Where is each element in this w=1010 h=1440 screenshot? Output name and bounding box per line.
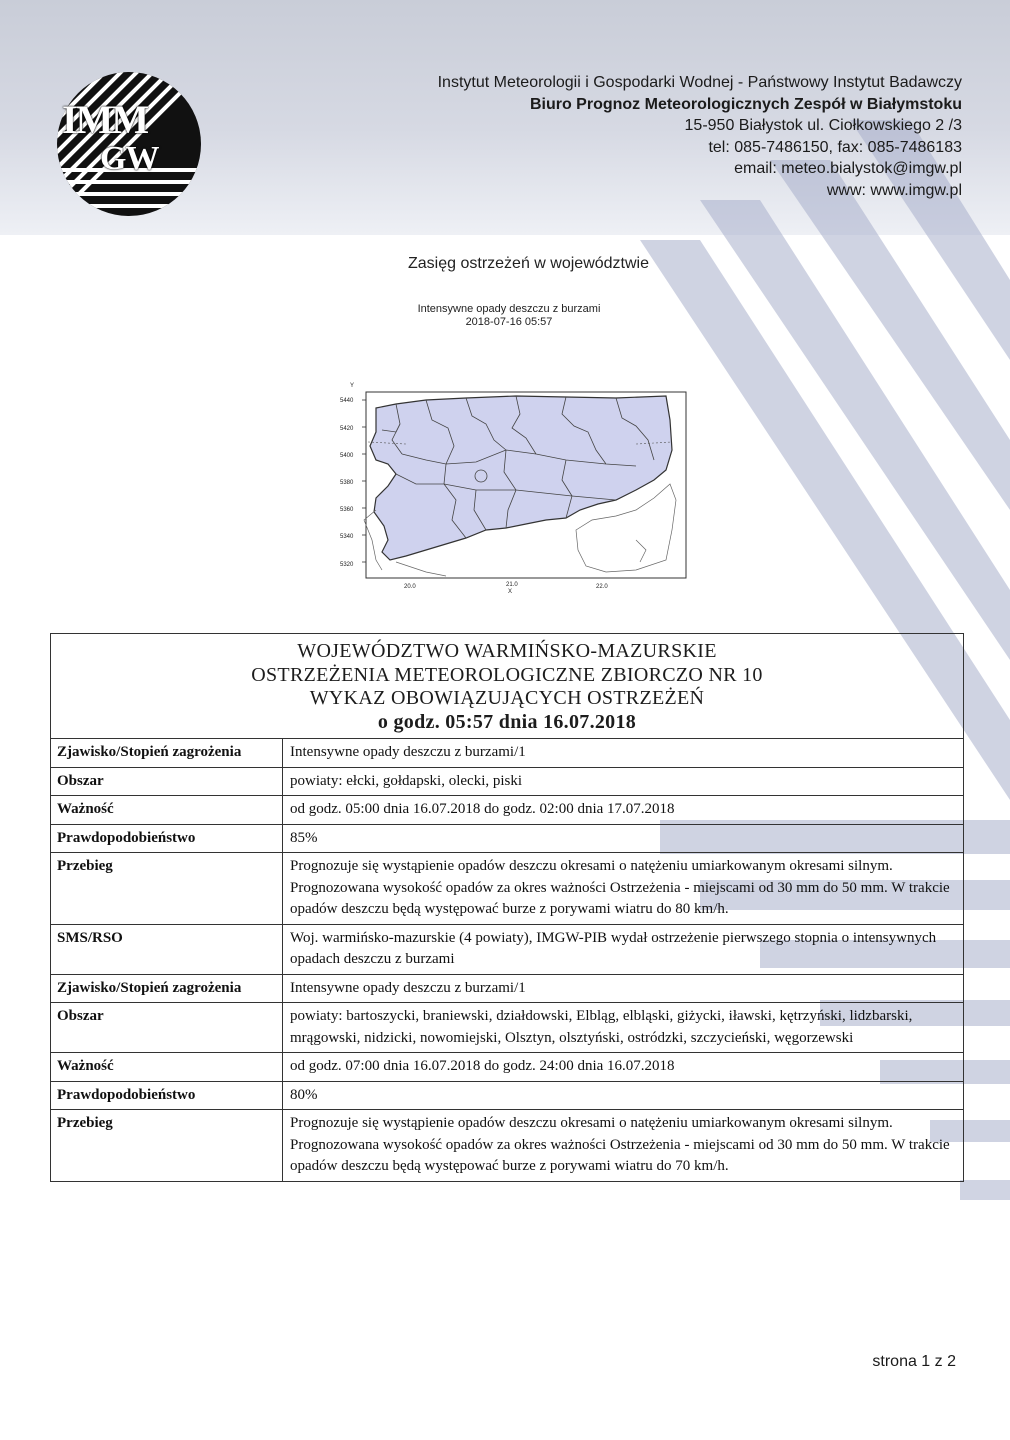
row-label: Obszar <box>51 768 283 796</box>
warnings-table <box>50 633 964 1182</box>
y-tick: 5440 <box>340 398 354 404</box>
x-tick: 20.0 <box>404 584 416 590</box>
x-axis-label: X <box>508 589 513 595</box>
y-tick: 5400 <box>340 453 354 459</box>
table-row <box>51 825 963 854</box>
title-voivodeship: WOJEWÓDZTWO WARMIŃSKO-MAZURSKIE <box>297 640 717 662</box>
y-axis-label: Y <box>350 383 355 389</box>
table-row <box>51 739 963 768</box>
table-row <box>51 1053 963 1082</box>
table-row <box>51 796 963 825</box>
row-value: Intensywne opady deszczu z burzami/1 <box>290 744 526 760</box>
row-label: Prawdopodobieństwo <box>51 1082 283 1110</box>
title-bulletin: OSTRZEŻENIA METEOROLOGICZNE ZBIORCZO NR 10 <box>251 663 763 686</box>
y-tick: 5320 <box>340 562 354 568</box>
row-label: Ważność <box>51 1053 283 1081</box>
title-issue-time: o godz. 05:57 dnia 16.07.2018 <box>377 710 637 733</box>
table-row <box>51 975 963 1004</box>
row-value: Prognozuje się wystąpienie opadów deszczu okresami o natężeniu umiarkowanym okresami silnym. Prognozowana wysokość opadów za okres ważności Ostrzeżenia - miejscami od 30 mm do 50 mm. W trakcie opadów deszczu będą występować burze z porywami wiatru do 70 km/h. <box>290 1115 950 1174</box>
address: 15-950 Białystok ul. Ciołkowskiego 2 /3 <box>684 117 962 134</box>
page-number: strona 1 z 2 <box>872 1353 956 1370</box>
y-tick: 5420 <box>340 426 354 432</box>
institute-header <box>322 72 962 201</box>
row-label: Zjawisko/Stopień zagrożenia <box>51 739 283 767</box>
row-label: Zjawisko/Stopień zagrożenia <box>51 975 283 1003</box>
y-tick: 5380 <box>340 480 354 486</box>
row-value: od godz. 07:00 dnia 16.07.2018 do godz. 24:00 dnia 16.07.2018 <box>290 1058 675 1074</box>
row-value: od godz. 05:00 dnia 16.07.2018 do godz. 02:00 dnia 17.07.2018 <box>290 801 675 817</box>
table-row <box>51 853 963 925</box>
title-list: WYKAZ OBOWIĄZUJĄCYCH OSTRZEŻEŃ <box>309 687 705 709</box>
logo-text-top: IMM <box>62 97 148 142</box>
table-row <box>51 1110 963 1181</box>
row-label: Ważność <box>51 796 283 824</box>
x-tick: 22.0 <box>596 584 608 590</box>
row-label: SMS/RSO <box>51 925 283 974</box>
map-subtitle: Intensywne opady deszczu z burzami <box>417 303 601 315</box>
website: www: www.imgw.pl <box>826 181 962 199</box>
y-tick: 5340 <box>340 534 354 540</box>
institute-name: Instytut Meteorologii i Gospodarki Wodnej - Państwowy Instytut Badawczy <box>437 74 962 91</box>
phone-fax: tel: 085-7486150, fax: 085-7486183 <box>708 138 962 156</box>
row-value: Prognozuje się wystąpienie opadów deszczu okresami o natężeniu umiarkowanym okresami silnym. Prognozowana wysokość opadów za okres ważności Ostrzeżenia - miejscami od 30 mm do 50 mm. W trakcie opadów deszczu będą występować burze z porywami wiatru do 80 km/h. <box>290 858 950 917</box>
bureau-name: Biuro Prognoz Meteorologicznych Zespół w Białymstoku <box>529 95 962 113</box>
map-timestamp: 2018-07-16 05:57 <box>465 316 553 328</box>
row-label: Przebieg <box>51 853 283 924</box>
logo-text-bottom: GW <box>100 140 159 177</box>
row-label: Obszar <box>51 1003 283 1052</box>
row-label: Prawdopodobieństwo <box>51 825 283 853</box>
row-value: 85% <box>290 829 318 846</box>
map-caption: Zasięg ostrzeżeń w województwie <box>408 255 649 272</box>
row-value: powiaty: ełcki, gołdapski, olecki, piski <box>290 772 523 789</box>
table-row <box>51 1003 963 1053</box>
table-row <box>51 768 963 797</box>
row-value: Intensywne opady deszczu z burzami/1 <box>290 979 526 996</box>
warning-map <box>336 380 692 600</box>
table-row <box>51 1082 963 1111</box>
table-row <box>51 925 963 975</box>
row-value: Woj. warmińsko-mazurskie (4 powiaty), IMGW-PIB wydał ostrzeżenie pierwszego stopnia o intensywnych opadach deszczu z burzami <box>290 929 937 967</box>
table-title <box>51 634 963 739</box>
x-tick: 21.0 <box>506 582 518 588</box>
y-tick: 5360 <box>340 507 354 513</box>
row-value: 80% <box>290 1086 318 1103</box>
row-label: Przebieg <box>51 1110 283 1181</box>
email: email: meteo.bialystok@imgw.pl <box>734 160 962 177</box>
map-subtitle-block <box>404 303 614 329</box>
row-value: powiaty: bartoszycki, braniewski, działdowski, Elbląg, elbląski, giżycki, iławski, kętrzyński, lidzbarski, mrągowski, nidzicki, nowomiejski, Olsztyn, olsztyński, ostródzki, szczycieński, węgorzewski <box>290 1008 913 1046</box>
